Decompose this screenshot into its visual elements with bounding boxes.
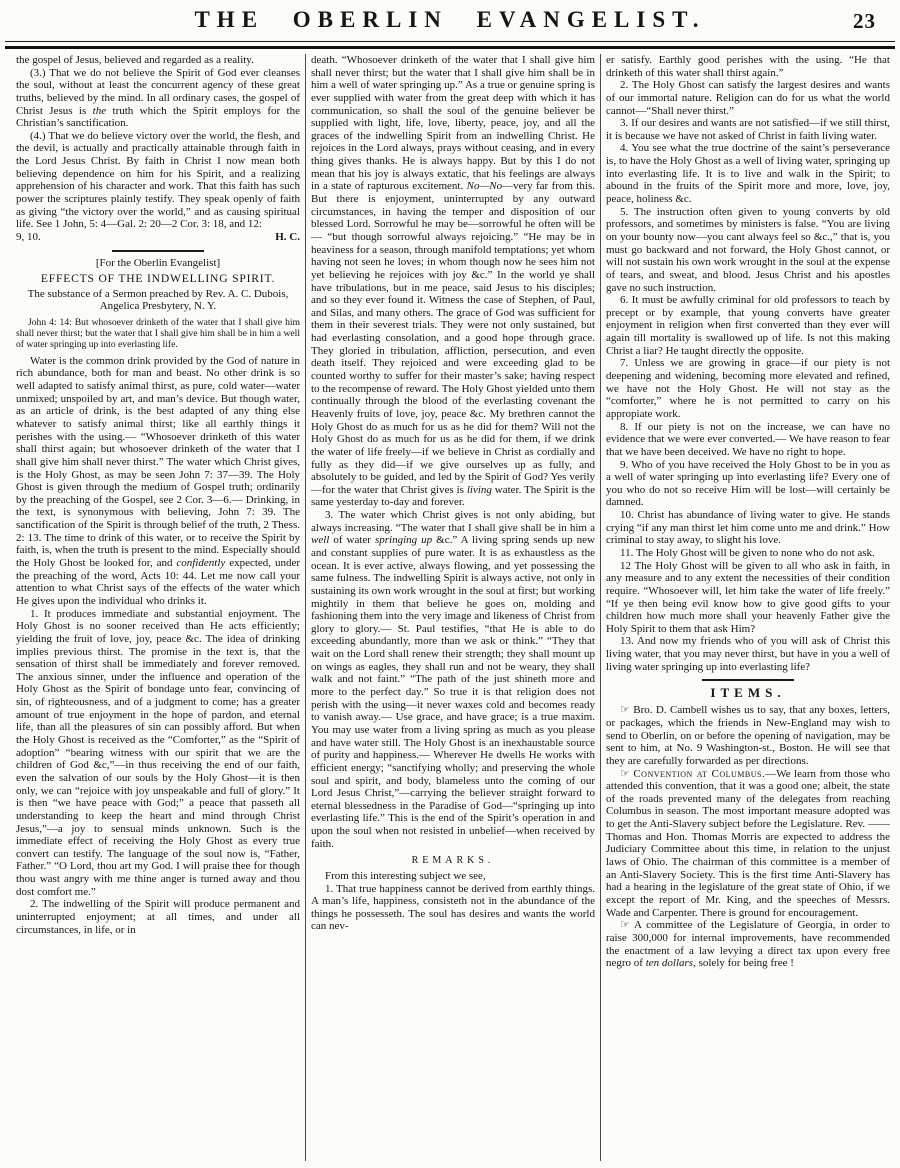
column-3	[606, 54, 890, 1161]
article-subtitle: The substance of a Sermon preached by Rev. A. C. Dubois, Angelica Presbytery, N. Y.	[27, 287, 289, 313]
paragraph: 9. Who of you have received the Holy Ghost to be in you as a well of water springing up into everlasting life? Every one of you who do not so receive Him will be lost—will certainly be damned.	[606, 458, 890, 509]
paragraph: 1. That true happiness cannot be derived from earthly things. A man’s life, happiness, consisteth not in the abundance of the things he possesseth. The soul has desires and wants the world can nev-	[311, 882, 595, 933]
column-divider-rule	[600, 54, 601, 1161]
paragraph: From this interesting subject we see,	[325, 869, 486, 882]
paragraph: 2. The indwelling of the Spirit will produce permanent and uninterrupted enjoyment; at all times, and under all circumstances, in life, or in	[16, 898, 300, 936]
signature-line: 9, 10. H. C.	[16, 230, 300, 243]
column-divider-rule	[305, 54, 306, 1161]
paragraph: 7. Unless we are growing in grace—if our piety is not deepening and widening, becoming more elevated and refined, we have not the Holy Ghost. He will not stay as the “comforter,” where he is not permitted to carry on his appropiate work.	[606, 357, 890, 420]
item-paragraph: ☞ A committee of the Legislature of Georgia, in order to raise 300,000 for internal improvements, have recommended the enactment of a law levying a direct tax upon every free negro of ten dollars, solely for being free !	[606, 919, 890, 970]
paragraph: 10. Christ has abundance of living water to give. He stands crying “if any man thirst let him come unto me and drink.” How criminal to stay away, to slight his love.	[606, 509, 890, 547]
section-divider-rule	[702, 679, 794, 681]
paragraph: (3.) That we do not believe the Spirit of God ever cleanses the soul, without at least the concurrent agency of these great truths, believed by the mind. In all ordinary cases, the gospel of Christ Jesus is the truth which the Spirit employs for the Christian’s sanctification.	[16, 66, 300, 130]
paragraph: 4. You see what the true doctrine of the saint’s perseverance is, to have the Holy Ghost as a well of living water, springing up into everlasting life. It is to live and walk in the Spirit; to abound in the fruits of the Spirit more and more, love, joy, peace, holiness &c.	[606, 142, 890, 206]
scripture-text: John 4: 14: But whosoever drinketh of the water that I shall give him shall never thirst; but the water that I shall give him shall be in him a well of water springing up into everlasting life.	[16, 316, 300, 351]
column-2	[311, 54, 595, 1161]
paragraph: 5. The instruction often given to young converts by old professors, and sometimes by ministers is false. “You are living on your bounty now—you cant always feel so &c.,” that is, you must go backward and not forward, the Holy Ghost cannot, or will not sustain his own work wrought in the soul at the expense of tears, and sweat, and blood. Jesus Christ and his apostles gave no such instruction.	[606, 205, 890, 294]
item-paragraph: ☞ Convention at Columbus.—We learn from those who attended this convention, that it was a good one; albeit, the state of the roads prevented many of the delegates from reaching Columbus in season. The most important measure adopted was to get the Anti-Slavery subject before the Legislature. Rev. —— Thomas and Hon. Thomas Morris are expected to address the Judiciary Committee about this time, in relation to the unjust laws of Ohio. The chairman of this committee is a member of an Anti-Slavery Society. This is the first time Anti-Slavery has had a hearing in the legislature of the great state of Ohio, if we except the report of Mr. King, and the speeches of Messrs. Wade and Carpenter. There is ground for encouragement.	[606, 767, 890, 919]
section-divider-rule	[112, 250, 204, 252]
column-1	[16, 54, 300, 1161]
paragraph: 6. It must be awfully criminal for old professors to teach by precept or by example, that young converts have greater enjoyment in religion when first converted than they ever will again till mortality is swallowed up of life. Is not this making Christ a liar? He taught directly the opposite.	[606, 294, 890, 357]
continued-paragraph: er satisfy. Earthly good perishes with the using. “He that drinketh of this water shall thirst again.”	[606, 54, 890, 79]
paragraph: 13. And now my friends who of you will ask of Christ this living water, that you may never thirst, but have in you a well of living water springing up into everlasting life?	[606, 635, 890, 673]
masthead-double-rule	[5, 41, 895, 49]
continued-paragraph: the gospel of Jesus, believed and regarded as a reality.	[16, 54, 254, 66]
paragraph: 2. The Holy Ghost can satisfy the largest desires and wants of our immortal nature. Religion can do for us what the world cannot—“Shall never thirst.”	[606, 79, 890, 117]
article-title: EFFECTS OF THE INDWELLING SPIRIT.	[40, 272, 276, 286]
page-number: 23	[853, 9, 876, 33]
paragraph: 1. It produces immediate and substantial enjoyment. The Holy Ghost is no sooner received than He acts efficiently; yielding the fruit of love, joy, peace &c. The idea of drinking implies previous thirst. The promise in the text is, that the sensation of thirst shall be immediately and forever removed. The anxious sinner, under the influence and operation of the Holy Ghost as the Spirit of bondage unto fear, convincing of sin, of righteousness, and of a judgment to come; has a greater amount of true enjoyment in the hope of pardon, and eternal life, than all the pleasures of sin can possibly afford. But when the Holy Ghost is received as the “Comforter,” as the “Spirit of adoption” “bearing witness with our spirit that we are the children of God &c,”—in thus receiving the end of our faith, even the salvation of our souls by the Holy Ghost—it is then only, we can “rejoice with joy unspeakable and full of glory.” It is then “we have peace with God;” a peace that passeth all understanding to keep the heart and mind through Christ Jesus,”—a joy to sensual minds unknown. Such is the immediate effect of receiving the Holy Ghost as every true convert can testify. The language of the soul now is, “Father, Father.” “O Lord, thou art my God. I will praise thee for though thou wast angry with me thine anger is turned away and thou dost comfort me.”	[16, 607, 300, 898]
remarks-heading: REMARKS.	[411, 855, 495, 867]
article-body	[0, 49, 900, 1161]
item-paragraph: ☞ Bro. D. Cambell wishes us to say, that any boxes, letters, or packages, which the friends in New-England may wish to send to Oberlin, on or before the opening of navigation, may be sent to him, at No. 9 Washington-st., Boston. He will see that they are carefully forwarded as per directions.	[606, 704, 890, 767]
paragraph: 3. If our desires and wants are not satisfied—if we still thirst, it is because we have not asked of Christ in faith living water.	[606, 117, 890, 142]
paragraph: (4.) That we do believe victory over the world, the flesh, and the devil, is actually and practically attainable through faith in the Lord Jesus Christ. By faith in Christ I now mean both believing dependence on him for his Spirit, and a realizing apprehension of his character and work. That this faith has such power the scriptures plainly testify. They speak openly of faith as giving “the victory over the world,” and as causing spiritual life. See 1 John, 5: 4—Gal. 2: 20—2 Cor. 3: 18, and 12:	[16, 129, 300, 231]
article-dateline: [For the Oberlin Evangelist]	[95, 256, 221, 269]
paragraph: Water is the common drink provided by the God of nature in rich abundance, both for man and beast. No other drink is so well adapted to satisfy animal thirst, as pure, cold water—water unmixed; unspoiled by art, and man’s device. But though water, as an article of drink, is the best adapted of any thing else whatever to satisfy animal thirst; like all earthly things it perishes with the using.— “Whosoever drinketh of this water shall thirst again; but whosoever drinketh of the water that I shall give him shall never thirst.” The water which Christ gives, is the Holy Ghost, as may be seen John 7: 37—39. The Holy Ghost is given through the medium of Gospel truth; ordinarily by the preaching of the Gospel, see 2 Cor. 3—6.— Drinking, in the text, is synonymous with believing, John 7: 39. The sanctification of the Spirit is through belief of the truth, 2 Thess. 2: 13. The time to drink of this water, or to receive the Spirit by faith, is, when the truth is present to the mind. Especially should the Holy Ghost be looked for, and confidently expected, under the preaching of the word, Acts 10: 44. Let me now call your attention to what Christ says of the effects of the water which He gives upon the individual who drinks it.	[16, 354, 300, 607]
continued-paragraph: death. “Whosoever drinketh of the water that I shall give him shall never thirst; but the water that I shall give him shall be in him a well of water springing up.” As a true or genuine spring is ever supplied with water from the great deep with which it has communication, so shall the soul of the genuine believer be supplied with light, life, love, liberty, peace, joy, and all the graces of the indwelling Spirit from an indwelling Christ. He rejoices in the Lord always, prays without ceasing, and in every thing gives thanks. He is always happy. But by this I do not mean that his joy is always extatic, that his feelings are always in a state of rapturous excitement. No—No—very far from this. But there is enjoyment, uninterrupted by any outward circumstances, in having the temper and disposition of our blessed Lord. Sorrowful he may be—sorrowful he often will be— “but though sorrowful always rejoicing.” “He may be in heaviness for a season, through manifold temptations; yet whom having not seen he loves; in whom though now he sees him not yet believing he rejoices with joy &c.” In the world ye shall have tribulations, but in me peace, said Jesus to his disciples; and so they ever found it. Witness the case of Stephen, of Paul, and Silas, and many others. The grace of God was sufficient for them in their severest trials. They were not only sustained, but had everlasting consolation, and a good hope through grace. They gloried in tribulation, affliction, persecution, and even death itself. They rejoiced and were exceeding glad to be counted worthy to suffer for their master’s sake; having respect to the recompense of reward. The Holy Ghost yielded unto them continually through the blood of the everlasting covenant the Heavenly fruits of love, joy, peace &c. My brethren cannot the Holy Ghost do as much for us as he did for them? Will not the Holy Ghost do as much for us as he did for them, if we drink the water of life freely—if we believe in Christ as cordially and fully as they did—if we give ourselves up as fully, and absolutely to be guided, and led by the Spirit of God? Yes verily—for the water that Christ gives is living water. The Spirit is the same yesterday to-day and forever.	[311, 54, 595, 509]
paragraph: 8. If our piety is not on the increase, we can have no evidence that we were ever converted.— We have reason to fear that we have been deceived. We have no right to hope.	[606, 420, 890, 458]
paragraph: 11. The Holy Ghost will be given to none who do not ask.	[620, 546, 875, 559]
paragraph: 3. The water which Christ gives is not only abiding, but always increasing. “The water that I shall give shall be in him a well of water springing up &c.” A living spring sends up new and constant supplies of pure water. It is as exhaustless as the ocean. It is ever active, always flowing, and yet possessing the same fulness. The indwelling Spirit is always active, not only in sustaining its own work wrought in the soul at first; but working mightily in them that believe he goes on, molding and fashioning them into the very image and likeness of Christ from glory to glory.— St. Paul testifies, “that He is able to do exceeding abundantly, more than we ask or think.” “They that wait on the Lord shall renew their strength; they shall mount up on wings as eagles, they shall run and not be weary, they shall walk and not faint.” “The path of the just shineth more and more to the perfect day.” So true it is that religion does not perish with the using—it never waxes cold and becomes ready to vanish away.— Use grace, and have grace; is a true maxim. You may use water from a living spring as much as you please and have water still. The Holy Ghost is an inexhaustable source of purity and happiness.— Wherever He dwells He works with efficient energy; “sanctifying wholly; and preserving the whole soul and spirit, and body, blameless unto the coming of our Lord Jesus Christ,”—carrying the believer straight forward to eternal blessedness in the Paradise of God—“springing up into everlasting life.” This is the end of the Spirit’s operation in and upon the soul when not resisted in unbelief—when received by faith.	[311, 509, 595, 850]
paragraph: 12 The Holy Ghost will be given to all who ask in faith, in any measure and to any extent the necessities of their condition require. “Whosoever will, let him take the water of life freely.” “If ye then being evil know how to give good gifts to your children how much more shall your heavenly Father give the Holy Spirit to them that ask Him?	[606, 559, 890, 635]
masthead	[0, 0, 900, 40]
items-heading: ITEMS.	[710, 685, 786, 701]
newspaper-title: THE OBERLIN EVANGELIST.	[194, 7, 706, 32]
